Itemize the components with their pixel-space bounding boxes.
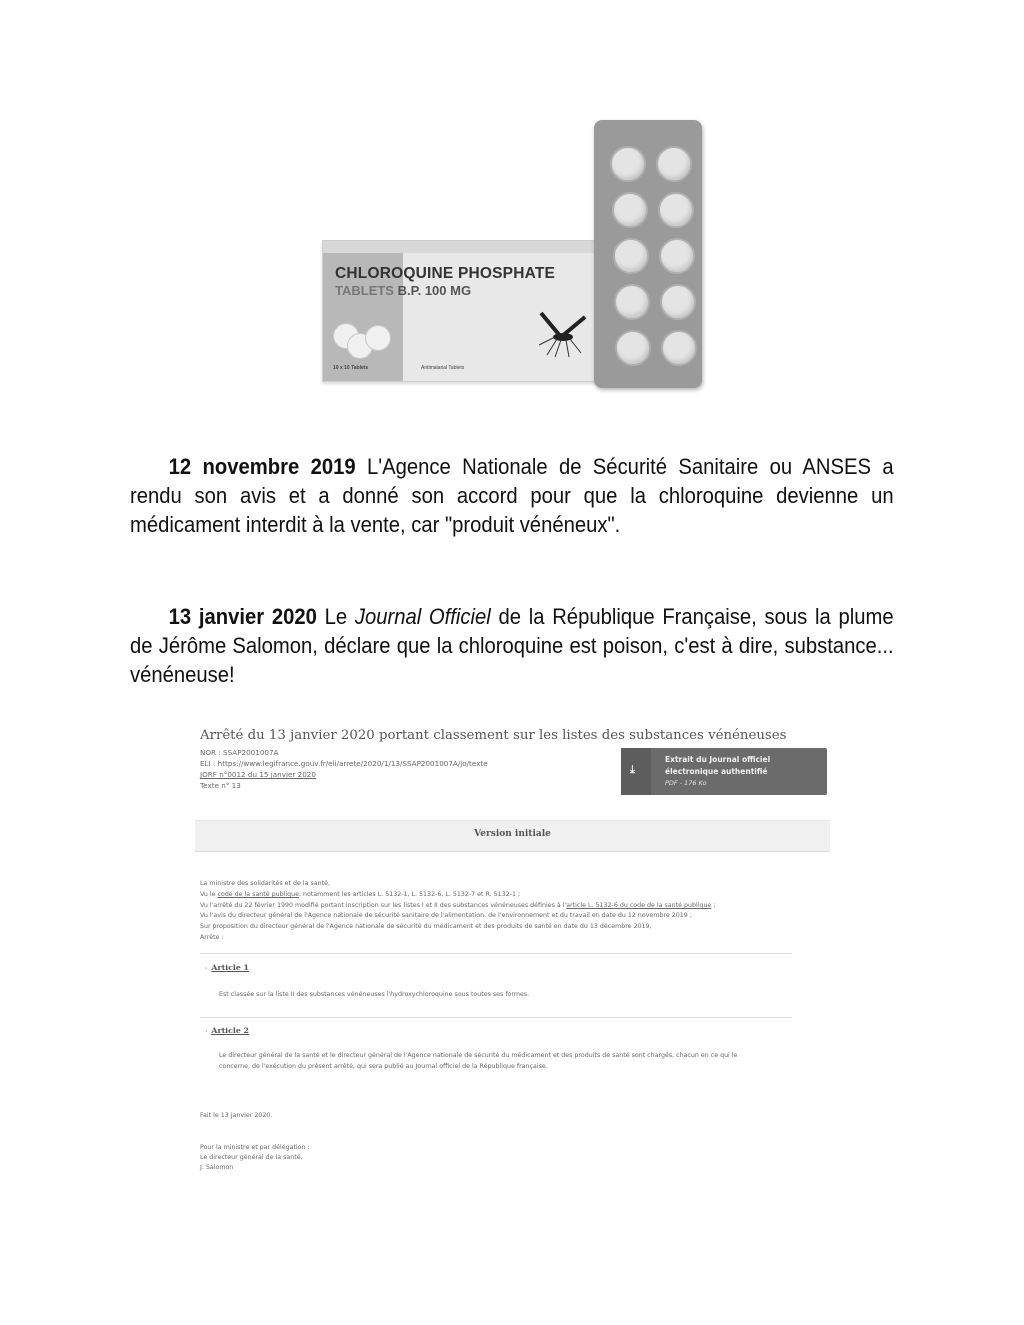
pill-graphic: [365, 325, 391, 351]
box-footer-type: Antimalarial Tablets: [421, 365, 465, 371]
paragraph-anses: [130, 452, 894, 539]
journal-officiel-italic: Journal Officiel: [354, 604, 491, 629]
chevron-right-icon: ›: [205, 965, 208, 972]
download-journal-officiel-button[interactable]: ⤓ Extrait du Journal officiel électronique authentifié PDF - 176 Ko: [621, 748, 827, 795]
box-footer-count: 10 x 10 Tablets: [333, 365, 369, 371]
article-1-text: Est classée sur la liste II des substances vénéneuses l'hydroxychloroquine sous toutes ses formes.: [219, 991, 530, 998]
signature-line: Pour la ministre et par délégation :: [200, 1144, 310, 1151]
chevron-right-icon: ›: [205, 1028, 208, 1035]
download-icon: ⤓: [630, 763, 635, 776]
arrete-label: Arrête :: [200, 934, 224, 941]
box-title: CHLOROQUINE PHOSPHATE: [335, 265, 556, 282]
article-2-text: concerne, de l'exécution du présent arrêté, qui sera publié au Journal officiel de la République française.: [219, 1063, 548, 1070]
paragraph-date: 12 novembre 2019: [168, 454, 356, 479]
signature-line: Le directeur général de la santé,: [200, 1154, 303, 1161]
visa-line: La ministre des solidarités et de la santé,: [200, 880, 330, 887]
visa-line: Sur proposition du directeur général de l'Agence nationale de sécurité du médicament et des produits de santé en date du 13 décembre 2019,: [200, 923, 652, 930]
article-1-header[interactable]: › Article 1: [205, 963, 249, 972]
paragraph-date: 13 janvier 2020: [168, 604, 317, 629]
article-link[interactable]: article L. 5132-6 du code de la santé publique: [566, 902, 712, 909]
version-bar: [195, 820, 830, 852]
paragraph-text: L'Agence Nationale de Sécurité Sanitaire ou ANSES a rendu son avis et a donné son accord pour que la chloroquine devienne un médicament interdit à la vente, car "produit vénéneux".: [130, 454, 894, 537]
arrete-title: Arrêté du 13 janvier 2020 portant classement sur les listes des substances vénéneuses: [200, 728, 787, 743]
divider: [200, 1017, 792, 1018]
signature-date: Fait le 13 janvier 2020.: [200, 1112, 273, 1119]
divider: [200, 953, 792, 954]
box-subtitle: TABLETS B.P. 100 MG: [335, 283, 472, 298]
chloroquine-product-photo: [322, 120, 712, 392]
texte-number: Texte n° 13: [200, 781, 241, 790]
eli-reference: ELI : https://www.legifrance.gouv.fr/eli/arrete/2020/1/13/SSAP2001007A/jo/texte: [200, 759, 488, 768]
nor-reference: NOR : SSAP2001007A: [200, 748, 279, 757]
visa-line: Vu le code de la santé publique, notamment les articles L. 5132-1, L. 5132-6, L. 5132-7 et R. 5132-1 ;: [200, 891, 521, 898]
blister-pack: [594, 120, 702, 388]
file-size: PDF - 176 Ko: [665, 779, 707, 787]
legifrance-screenshot: [195, 722, 830, 1182]
article-2-text: Le directeur général de la santé et le directeur général de l'Agence nationale de sécurité du médicament et des produits de santé sont chargés, chacun en ce qui le: [219, 1052, 738, 1059]
version-label: Version initiale: [474, 829, 551, 839]
article-2-header[interactable]: › Article 2: [205, 1026, 249, 1035]
jorf-link[interactable]: JORF n°0012 du 15 janvier 2020: [200, 770, 316, 779]
medicine-box: [322, 240, 609, 382]
code-sante-publique-link[interactable]: code de la santé publique: [217, 891, 299, 898]
visa-line: Vu l'avis du directeur général de l'Agence nationale de sécurité sanitaire de l'alimentation, de l'environnement et du travail en date du 12 novembre 2019 ;: [200, 912, 692, 919]
visa-line: Vu l'arrêté du 22 février 1990 modifié portant inscription sur les listes I et II des substances vénéneuses définies à l'article L. 5132-6 du code de la santé publique ;: [200, 902, 716, 909]
signature-name: J. Salomon: [200, 1164, 234, 1171]
paragraph-journal-officiel: 13 janvier 2020 Le Journal Officiel de la République Française, sous la plume de Jérôme Salomon, déclare que la chloroquine est poison, c'est à dire, substance... vénéneuse!: [130, 604, 894, 687]
mosquito-icon: [533, 309, 593, 359]
